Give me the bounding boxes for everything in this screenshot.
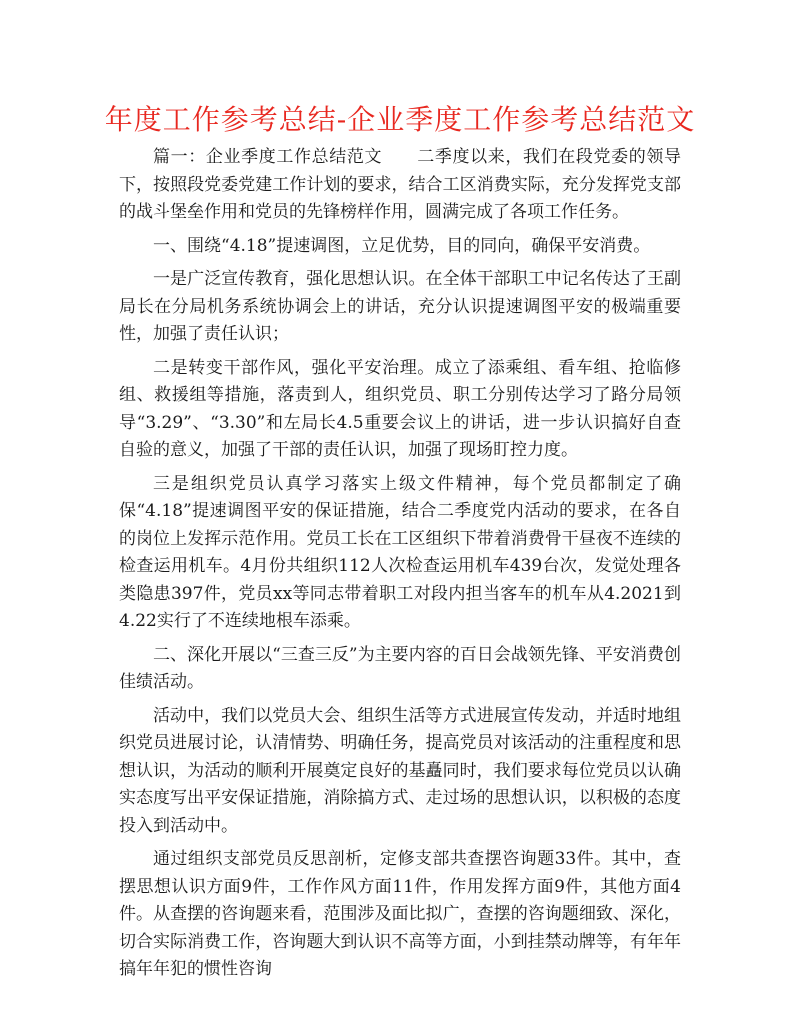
paragraph: 二是转变干部作风，强化平安治理。成立了添乘组、看车组、抢临修组、救援组等措施，落责到人，组织党员、职工分别传达学习了路分局领导“3.29”、“3.30”和左局长4.5重要会议上的讲话，进一步认识搞好自查自验的意义，加强了干部的责任认识，加强了现场盯控力度。	[119, 357, 681, 460]
paragraph: 篇一：企业季度工作总结范文 二季度以来，我们在段党委的领导下，按照段党委党建工作计划的要求，结合工区消费实际，充分发挥党支部的战斗堡垒作用和党员的先锋榜样作用，圆满完成了各项工作任务。	[119, 147, 681, 222]
paragraph: 活动中，我们以党员大会、组织生活等方式进展宣传发动，并适时地组织党员进展讨论，认清情势、明确任务，提高党员对该活动的注重程度和思想认识，为活动的顺利开展奠定良好的基矗同时，我们要求每位党员以认确实态度写出平安保证措施，消除搞方式、走过场的思想认识，以积极的态度投入到活动中。	[119, 705, 681, 836]
paragraph: 三是组织党员认真学习落实上级文件精神，每个党员都制定了确保“4.18”提速调图平安的保证措施，结合二季度党内活动的要求，在各自的岗位上发挥示范作用。党员工长在工区组织下带着消费骨干昼夜不连续的检查运用机车。4月份共组织112人次检查运用机车439台次，发觉处理各类隐患397件，党员xx等同志带着职工对段内担当客车的机车从4.2021到4.22实行了不连续地根车添乘。	[119, 473, 681, 631]
paragraph: 一、围绕“4.18”提速调图，立足优势，目的同向，确保平安消费。	[153, 235, 651, 256]
document-body	[119, 144, 681, 990]
document-title: 年度工作参考总结-企业季度工作参考总结范文	[104, 103, 696, 136]
paragraph: 一是广泛宣传教育，强化思想认识。在全体干部职工中记名传达了王副局长在分局机务系统协调会上的讲话，充分认识提速调图平安的极端重要性，加强了责任认识；	[119, 269, 681, 344]
paragraph: 二、深化开展以“三查三反”为主要内容的百日会战领先锋、平安消费创佳绩活动。	[119, 644, 681, 692]
paragraph: 通过组织支部党员反思剖析，定修支部共查摆咨询题33件。其中，查摆思想认识方面9件，工作作风方面11件，作用发挥方面9件，其他方面4件。从查摆的咨询题来看，范围涉及面比拟广，查摆的咨询题细致、深化，切合实际消费工作，咨询题大到认识不高等方面，小到挂禁动牌等，有年年搞年年犯的惯性咨询	[119, 849, 681, 979]
